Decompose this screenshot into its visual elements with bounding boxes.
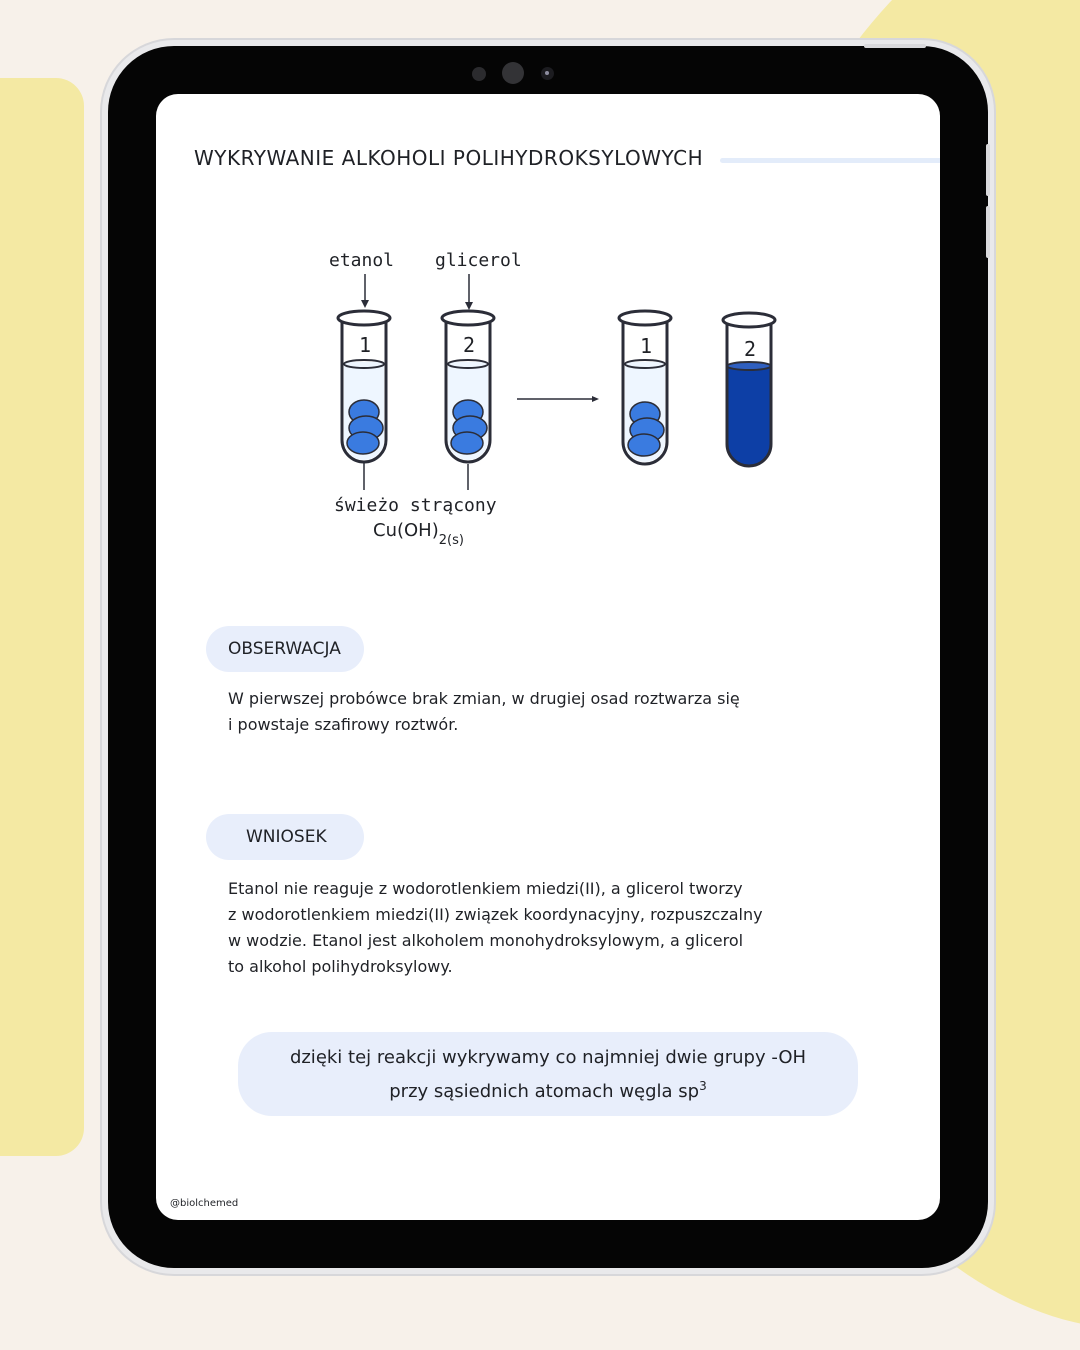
test-tube-diagram	[156, 94, 940, 564]
sapphire-solution	[727, 366, 771, 466]
tube-rim	[338, 311, 390, 325]
label-ethanol: etanol	[329, 250, 395, 271]
callout-line-1: dzięki tej reakcji wykrywamy co najmniej dwie grupy -OH	[289, 1047, 807, 1068]
conclusion-text: Etanol nie reaguje z wodorotlenkiem miedzi(II), a glicerol tworzy z wodorotlenkiem miedzi(II) związek koordynacyjny, rozpuszczalny w wodzie. Etanol jest alkoholem monohydroksylowym, a glicerol to alkohol polihydroksylowy.	[228, 879, 763, 976]
test-tube-2-after	[723, 313, 775, 466]
label-glycerol: glicerol	[435, 250, 522, 271]
tube-number: 1	[640, 334, 653, 358]
screen	[156, 94, 940, 1220]
tube-rim	[442, 311, 494, 325]
tube-rim	[619, 311, 671, 325]
tube-number: 2	[744, 337, 757, 361]
precipitate-blob	[628, 402, 664, 456]
pointer-arrowhead-ethanol	[361, 300, 369, 308]
page-title: WYKRYWANIE ALKOHOLI POLIHYDROKSYLOWYCH	[194, 146, 704, 170]
camera-lens-icon	[541, 67, 554, 80]
formula-copper-hydroxide: $Cu(OH)_{2(s)}$	[373, 520, 464, 548]
conclusion-heading: WNIOSEK	[206, 814, 364, 860]
test-tube-1-before	[338, 311, 390, 462]
pointer-arrowhead-glycerol	[465, 302, 473, 310]
background-shape-left	[0, 78, 84, 1156]
author-handle: @biolchemed	[170, 1198, 239, 1209]
sensor-icon	[472, 67, 486, 81]
precipitate-blob	[451, 400, 487, 454]
test-tube-2-before	[442, 311, 494, 462]
volume-down-button	[986, 206, 990, 258]
precipitate-label: świeżo strącony	[334, 495, 497, 516]
camera-icon	[502, 62, 524, 84]
tube-number: 2	[463, 333, 476, 357]
liquid-surface	[727, 362, 771, 370]
power-button	[864, 44, 926, 48]
reaction-arrowhead	[592, 396, 599, 402]
observation-text: W pierwszej probówce brak zmian, w drugiej osad roztwarza się i powstaje szafirowy roztwór.	[228, 689, 740, 734]
tube-number: 1	[359, 333, 372, 357]
callout-line-2: przy sąsiednich atomach węgla $sp^3$	[389, 1079, 707, 1102]
volume-up-button	[986, 144, 990, 196]
observation-heading: OBSERWACJA	[206, 626, 364, 672]
precipitate-blob	[347, 400, 383, 454]
tube-rim	[723, 313, 775, 327]
summary-callout	[238, 1032, 858, 1116]
test-tube-1-after	[619, 311, 671, 464]
